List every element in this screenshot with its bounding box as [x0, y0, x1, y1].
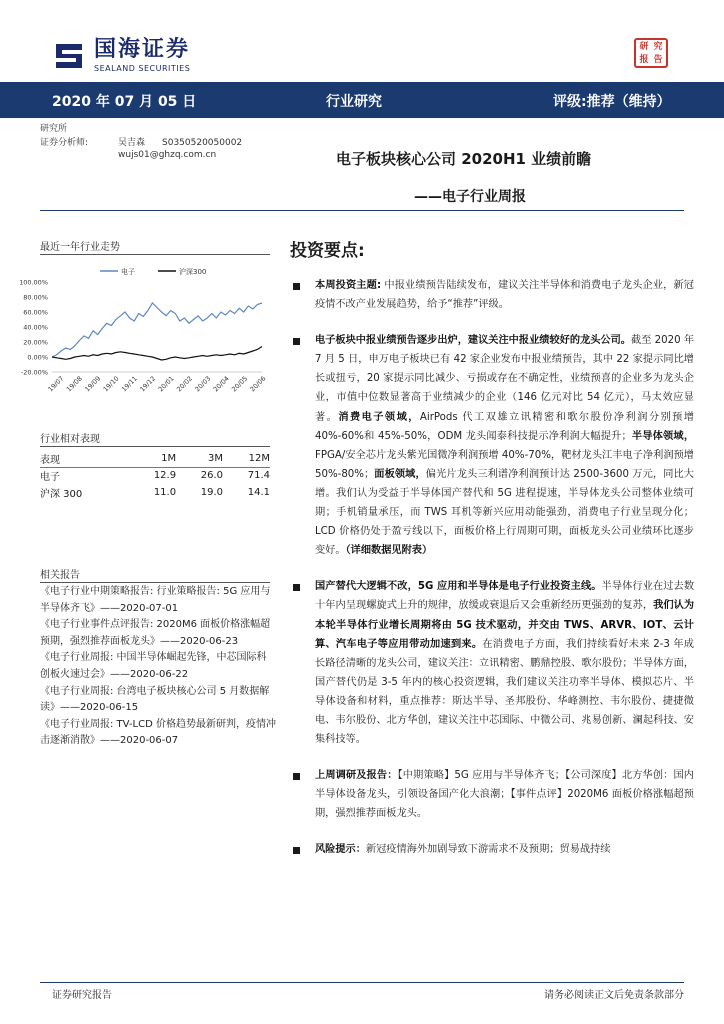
header-divider: [40, 210, 684, 211]
x-tick-label: 20/05: [230, 374, 250, 394]
x-tick-label: 20/02: [175, 374, 194, 394]
analyst-role: 证券分析师:: [40, 138, 89, 148]
bullet-text: FPGA/安全芯片龙头紫光国微净利润预增 40%-70%，靶材龙头江丰电子净利润预增 50%-80%；: [315, 449, 694, 480]
analyst-info: [40, 122, 242, 150]
page-footer: [40, 982, 684, 1001]
analyst-dept: 研究所: [40, 124, 68, 134]
footer-left: 证券研究报告: [52, 990, 112, 1001]
legend-label-hs300: 沪深300: [179, 268, 207, 276]
x-tick-label: 19/10: [101, 374, 121, 394]
x-tick-label: 19/11: [120, 374, 139, 394]
trend-divider: [40, 254, 270, 255]
bullet-research-reports: [290, 766, 694, 823]
bullet-sublead: 半导体领域，: [631, 430, 695, 442]
bullet-square-icon: [293, 773, 300, 780]
sealand-logo-icon: [52, 40, 86, 72]
list-item[interactable]: 《电子行业周报: 中国半导体崛起先锋，中芯国际科创板火速过会》——2020-06-22: [40, 652, 267, 680]
brand-name-en: SEALAND SECURITIES: [94, 64, 191, 73]
bullet-text: 半导体行业在过去数十年内呈现螺旋式上升的规律，放缓或衰退后又会重新经历更强劲的复苏，: [315, 581, 695, 612]
table-cell: 12.9: [153, 470, 177, 482]
bullet-sublead: 消费电子领域，: [338, 411, 420, 423]
report-rating: 评级:推荐（维持）: [553, 94, 671, 110]
analyst-email[interactable]: wujs01@ghzq.com.cn: [118, 150, 217, 160]
footer-disclaimer[interactable]: 请务必阅读正文后免责条款部分: [544, 990, 684, 1001]
bullet-text: 截至 2020 年 7 月 5 日，申万电子板块已有 42 家企业发布中报业绩预告，其中 22 家提示同比增长或扭亏，20 家提示同比减少、亏损或存在不确定性，业绩预喜的企业多为龙头企业，市值中位数显著高于业绩减少的企业（146 亿元对比 54 亿元），马太效应显著。: [315, 335, 695, 423]
x-tick-label: 20/01: [156, 374, 176, 394]
seal-char: 研: [639, 42, 649, 52]
series-line-hs300: [52, 347, 262, 361]
bullet-text: 新冠疫情海外加剧导致下游需求不及预期；贸易战持续: [365, 844, 611, 856]
analyst-cert: S0350520050002: [162, 138, 243, 148]
perf-divider: [40, 446, 270, 447]
x-tick-label: 19/09: [83, 374, 103, 394]
y-tick-label: 20.00%: [23, 338, 48, 347]
chart-legend: [100, 267, 206, 276]
brand-logo: [52, 38, 190, 73]
bullet-text: 在消费电子方面，我们持续看好未来 2-3 年成长路径清晰的龙头公司，建议关注：立讯精密、鹏鼎控股、歌尔股份；半导体方面，国产替代仍是 3-5 年内的核心投资逻辑，我们建议关注功率半导体、模拟芯片、半导体设备和材料，重点推荐：斯达半导、圣邦股份、华峰测控、韦尔股份、捷捷微电、韦尔股份、北方华创，建议关注中芯国际、中微公司、兆易创新、澜起科技、安集科技等。: [315, 638, 694, 746]
table-row: [40, 484, 270, 501]
analyst-name: 吴吉森: [118, 138, 146, 148]
bullet-lead: 本周投资主题:: [315, 280, 382, 291]
bullet-lead: 上周调研及报告：: [315, 770, 398, 782]
x-tick-label: 19/07: [46, 374, 66, 394]
y-tick-label: 100.00%: [19, 278, 48, 287]
bullet-emphasis: 我们认为本轮半导体行业增长周期将由 5G 技术驱动，并交由 TWS、ARVR、IOT、云计算、汽车电子等应用带动加速到来。: [315, 600, 694, 650]
bullet-risk-warning: [290, 840, 694, 859]
table-cell: 电子: [40, 472, 60, 484]
bullet-weekly-theme: [290, 276, 694, 314]
y-tick-label: 80.00%: [23, 293, 48, 302]
col-header: 1M: [129, 450, 176, 467]
bullet-square-icon: [293, 584, 300, 591]
list-item[interactable]: 《电子行业周报: 台湾电子板块核心公司 5 月数据解读》——2020-06-15: [40, 685, 270, 714]
bullet-lead: 电子板块中报业绩预告逐步出炉，建议关注中报业绩较好的龙头公司。: [315, 335, 632, 347]
report-title: 电子板块核心公司 2020H1 业绩前瞻: [336, 150, 592, 168]
table-cell: 19.0: [200, 487, 224, 498]
bullet-earnings-preview: [290, 331, 694, 560]
bullet-text: 【中期策略】5G 应用与半导体齐飞；【公司深度】北方华创：国内半导体设备龙头，引领设备国产化大浪潮；【事件点评】2020M6 面板价格涨幅超预期，强烈推荐面板龙头。: [315, 770, 694, 820]
trend-chart: [14, 260, 272, 410]
y-tick-label: 60.00%: [23, 308, 48, 317]
y-tick-label: -20.00%: [20, 368, 48, 377]
bullet-domestic-substitution: [290, 577, 694, 749]
table-cell: 14.1: [247, 487, 270, 498]
report-banner: [0, 82, 724, 118]
x-tick-label: 20/04: [211, 374, 231, 394]
report-type: 行业研究: [326, 94, 382, 110]
seal-char: 报: [639, 55, 649, 65]
bullet-lead: 风险提示：: [315, 844, 366, 856]
related-divider: [40, 582, 270, 583]
series-line-electronics: [52, 303, 262, 357]
table-cell: 26.0: [200, 470, 224, 482]
seal-char: 究: [653, 42, 663, 52]
related-heading: 相关报告: [40, 570, 80, 581]
x-tick-label: 19/08: [64, 374, 84, 394]
x-tick-label: 20/03: [193, 374, 213, 394]
x-tick-label: 19/12: [138, 374, 158, 394]
report-date: 2020 年 07 月 05 日: [52, 94, 197, 110]
table-cell: 71.4: [247, 470, 270, 482]
bullet-square-icon: [293, 847, 300, 854]
table-header-row: [40, 450, 270, 467]
col-header: 3M: [176, 450, 223, 467]
table-row: [40, 467, 270, 484]
key-points-list: [290, 276, 694, 860]
key-points-heading: 投资要点:: [290, 241, 365, 261]
y-tick-label: 0.00%: [27, 353, 48, 362]
perf-table: [40, 450, 270, 501]
research-seal: [634, 38, 668, 68]
bullet-text: 中报业绩预告陆续发布，建议关注半导体和消费电子龙头企业，新冠疫情不改产业发展趋势，给予“推荐”评级。: [315, 280, 694, 311]
brand-name-cn: 国海证券: [94, 37, 191, 62]
report-subtitle: ——电子行业周报: [414, 189, 526, 205]
list-item[interactable]: 《电子行业中期策略报告: 行业策略报告: 5G 应用与半导体齐飞》——2020-07-01: [40, 586, 271, 614]
bullet-square-icon: [293, 338, 300, 345]
table-cell: 沪深 300: [40, 489, 83, 500]
perf-heading: 行业相对表现: [40, 434, 100, 445]
list-item[interactable]: 《电子行业事件点评报告: 2020M6 面板价格涨幅超预期，强烈推荐面板龙头》——2020-06-23: [40, 619, 271, 647]
bullet-note: （详细数据见附表）: [345, 545, 433, 557]
col-header: 12M: [223, 450, 270, 467]
trend-heading: 最近一年行业走势: [40, 242, 120, 253]
legend-label-electronics: 电子: [121, 268, 135, 276]
related-reports-list: [40, 584, 276, 750]
bullet-square-icon: [293, 283, 300, 290]
table-cell: 11.0: [153, 487, 177, 498]
y-tick-label: 40.00%: [23, 323, 48, 332]
bullet-sublead: 面板领域，: [374, 468, 426, 480]
x-tick-label: 20/06: [248, 374, 268, 394]
list-item[interactable]: 《电子行业周报: TV-LCD 价格趋势最新研判，疫情冲击逐渐消散》——2020-06-07: [40, 718, 276, 747]
seal-char: 告: [653, 55, 663, 65]
bullet-text: AirPods 代工双雄立讯精密和歌尔股份净利润分别预增 40%-60%和 45%-50%，ODM 龙头闻泰科技提示净利润大幅提升；: [315, 411, 695, 442]
bullet-lead: 国产替代大逻辑不改，5G 应用和半导体是电子行业投资主线。: [315, 581, 602, 593]
col-header: 表现: [40, 450, 129, 467]
bullet-text: 偏光片龙头三利谱净利润预计达 2500-3600 万元，同比大增。我们认为受益于半导体国产替代和 5G 进程提速，半导体龙头公司整体业绩可期；手机销量承压，而 TWS 耳机等新兴应用动能强劲，消费电子行业呈现分化；LCD 价格仍处于盈亏线以下，面板价格上行周期可期，面板龙头公司业绩环比逐步变好。: [315, 468, 694, 557]
